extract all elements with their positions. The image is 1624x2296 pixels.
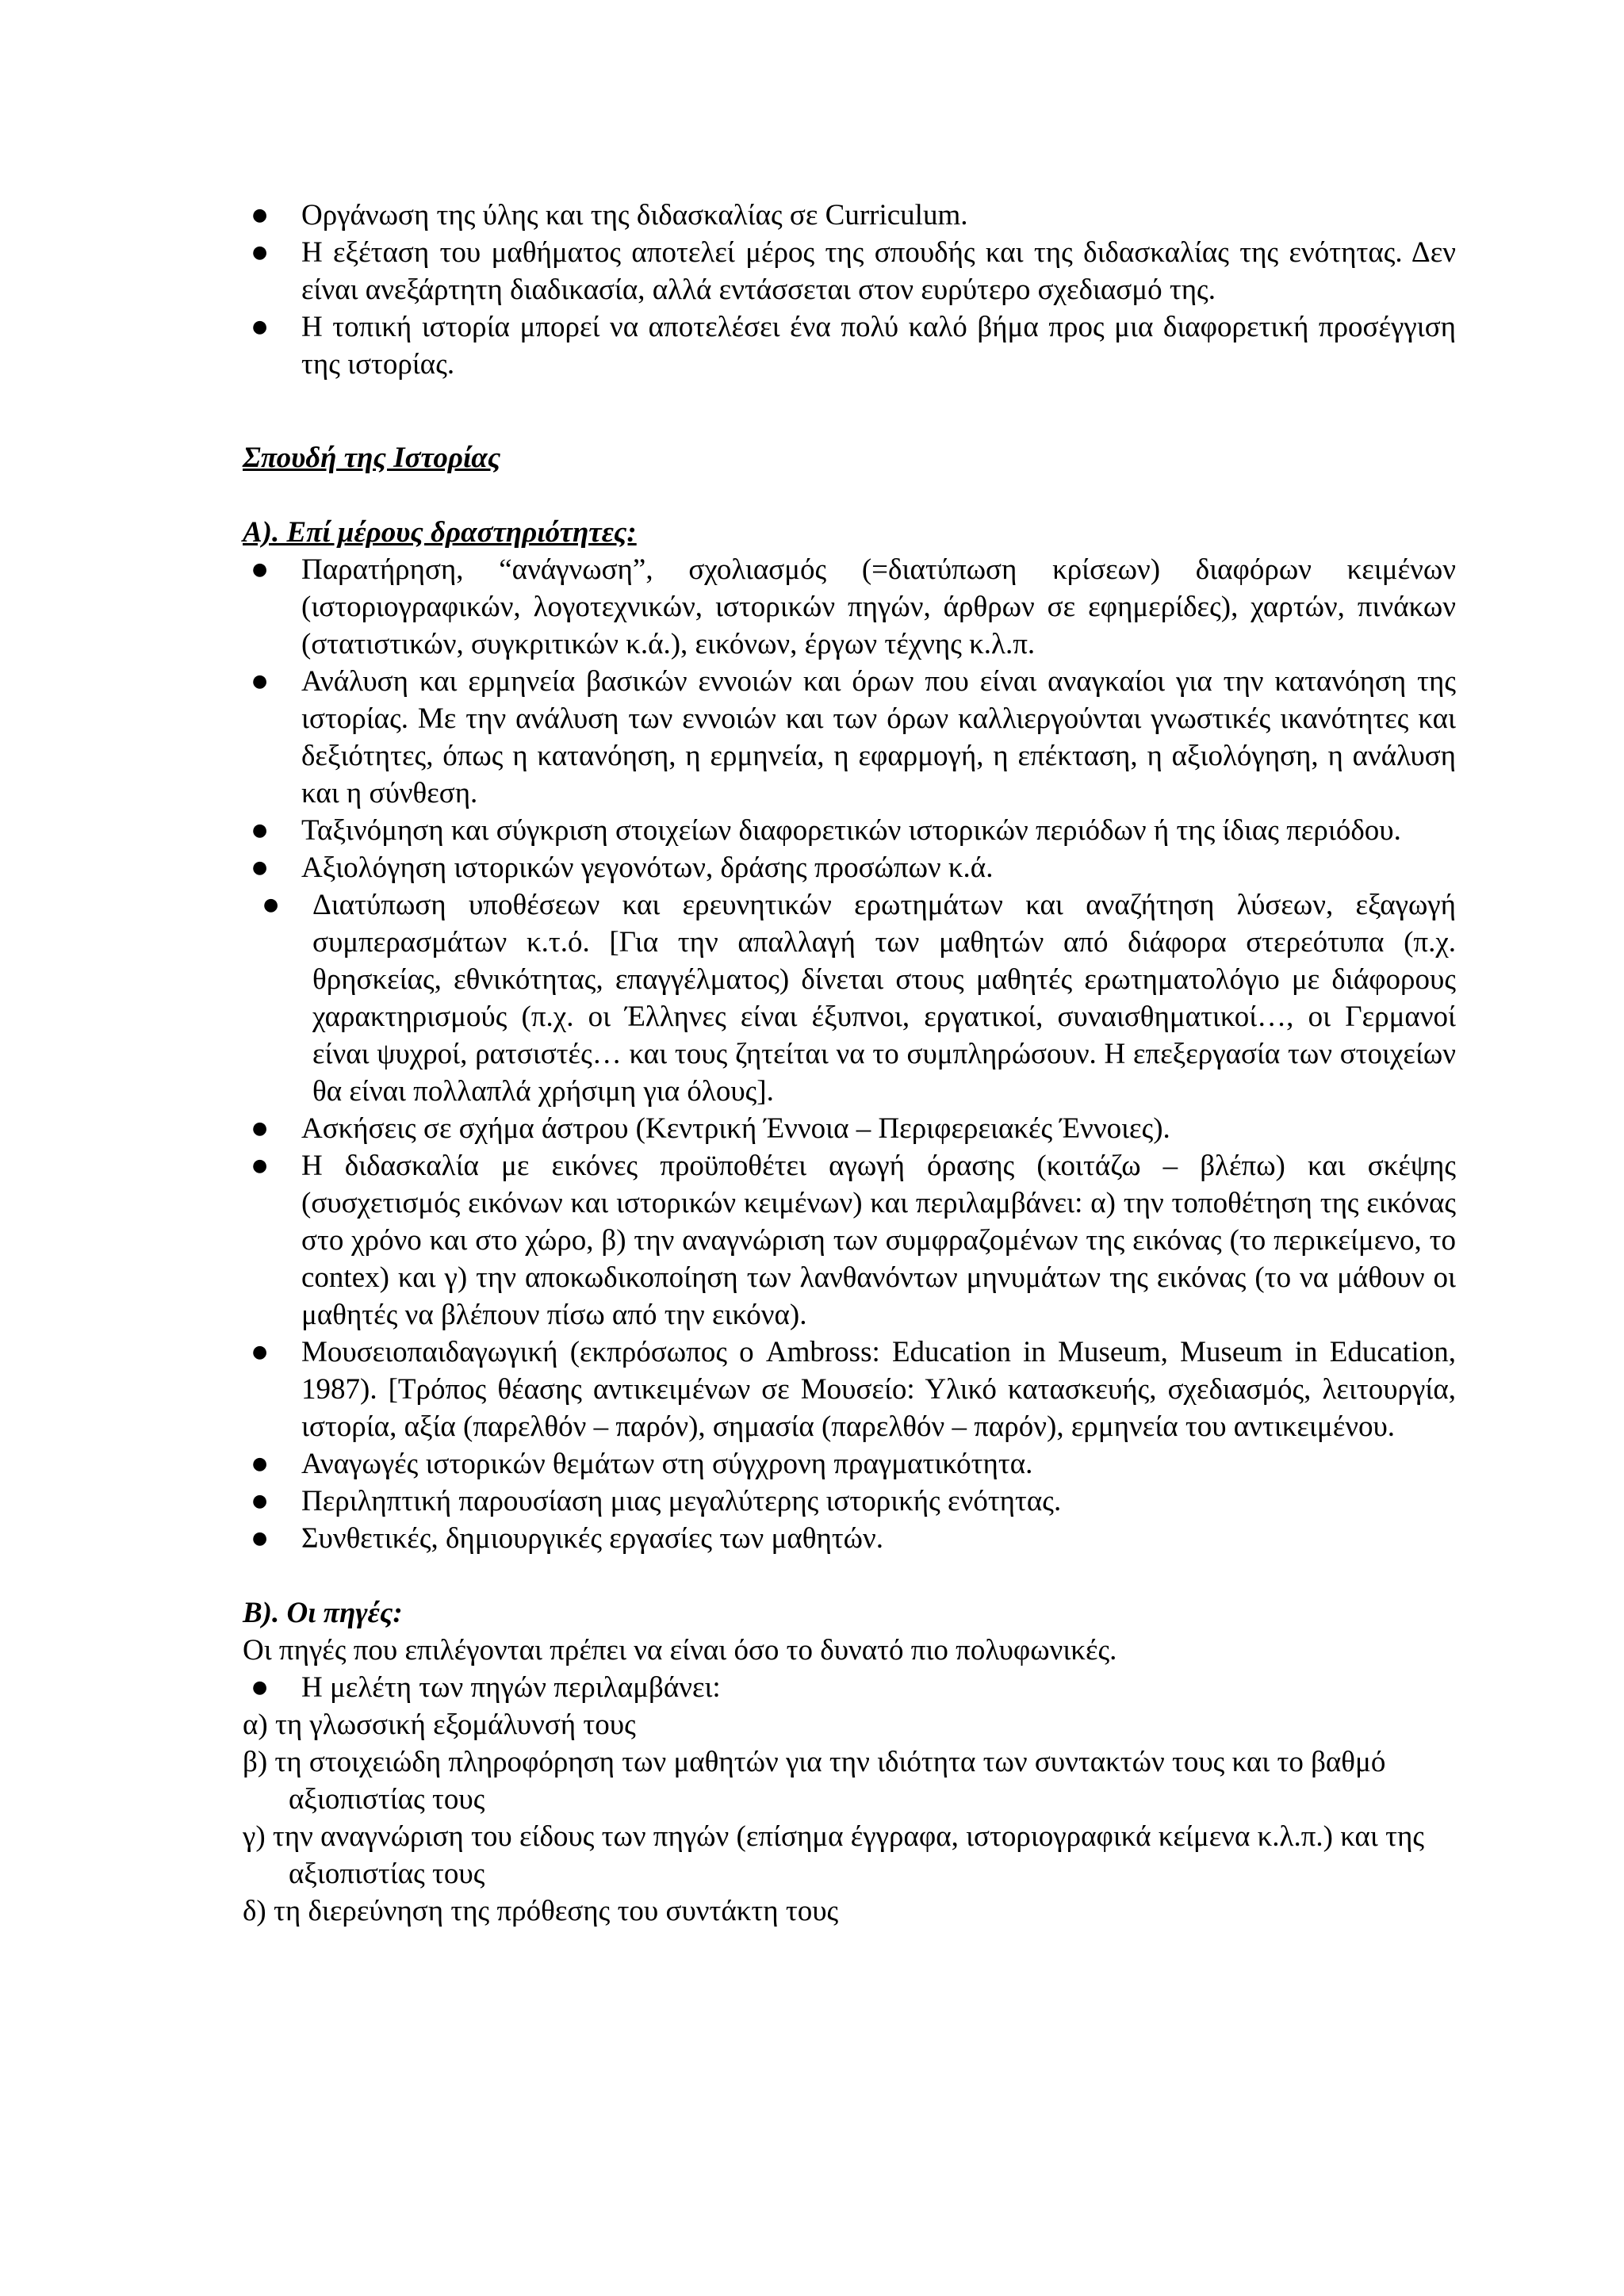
subsection-b-title: Β). Οι πηγές: — [243, 1597, 403, 1629]
subsection-a-title: Α). Επί μέρους δραστηριότητες: — [243, 516, 637, 549]
activities-bullet-list — [243, 551, 1456, 1557]
list-item: ● Περιληπτική παρουσίαση μιας μεγαλύτερης ιστορικής ενότητας. — [243, 1483, 1456, 1520]
list-item: ● Η διδασκαλία με εικόνες προϋποθέτει αγωγή όρασης (κοιτάζω – βλέπω) και σκέψης (συσχετισμός εικόνων και ιστορικών κειμένων) και περιλαμβάνει: α) την τοποθέτηση της εικόνας στο χρόνο και στο χώρο, β) την αναγνώριση των συμφραζομένων της εικόνας (το περικείμενο, το contex) και γ) την αποκωδικοποίηση των λανθανόντων μηνυμάτων της εικόνας (το να μάθουν οι μαθητές να βλέπουν πίσω από την εικόνα). — [243, 1147, 1456, 1334]
list-item: ● Παρατήρηση, “ανάγνωση”, σχολιασμός (=διατύπωση κρίσεων) διαφόρων κειμένων (ιστοριογραφικών, λογοτεχνικών, ιστορικών πηγών, άρθρων σε εφημερίδες), χαρτών, πινάκων (στατιστικών, συγκριτικών κ.ά.), εικόνων, έργων τέχνης κ.λ.π. — [243, 551, 1456, 663]
section-title: Σπουδή της Ιστορίας — [243, 442, 501, 474]
list-item: ● Η τοπική ιστορία μπορεί να αποτελέσει ένα πολύ καλό βήμα προς μια διαφορετική προσέγγιση της ιστορίας. — [243, 308, 1456, 383]
sources-item: α) τη γλωσσική εξομάλυνσή τους — [243, 1709, 636, 1741]
sources-item: β) τη στοιχειώδη πληροφόρηση των μαθητών για την ιδιότητα των συντακτών τους και το βαθμό αξιοπιστίας τους — [243, 1746, 1386, 1816]
spacer — [243, 1557, 1456, 1594]
intro-bullet-list — [243, 197, 1456, 383]
list-item: ● Η μελέτη των πηγών περιλαμβάνει: — [243, 1669, 1456, 1706]
sources-item: δ) τη διερεύνηση της πρόθεσης του συντάκτη τους — [243, 1895, 839, 1927]
spacer — [243, 476, 1456, 514]
list-item: ● Αναγωγές ιστορικών θεμάτων στη σύγχρονη πραγματικότητα. — [243, 1445, 1456, 1483]
list-item: ● Αξιολόγηση ιστορικών γεγονότων, δράσης προσώπων κ.ά. — [243, 849, 1456, 886]
sources-bullet-list — [243, 1669, 1456, 1706]
spacer — [243, 383, 1456, 439]
list-item: ● Ασκήσεις σε σχήμα άστρου (Κεντρική Έννοια – Περιφερειακές Έννοιες). — [243, 1110, 1456, 1147]
sources-item: γ) την αναγνώριση του είδους των πηγών (επίσημα έγγραφα, ιστοριογραφικά κείμενα κ.λ.π.) και της αξιοπιστίας τους — [243, 1820, 1424, 1890]
list-item: ● Ανάλυση και ερμηνεία βασικών εννοιών και όρων που είναι αναγκαίοι για την κατανόηση της ιστορίας. Με την ανάλυση των εννοιών και των όρων καλλιεργούνται γνωστικές ικανότητες και δεξιότητες, όπως η κατανόηση, η ερμηνεία, η εφαρμογή, η επέκταση, η αξιολόγηση, η ανάλυση και η σύνθεση. — [243, 663, 1456, 812]
list-item: ● Ταξινόμηση και σύγκριση στοιχείων διαφορετικών ιστορικών περιόδων ή της ίδιας περιόδου. — [243, 812, 1456, 849]
list-item: ● Μουσειοπαιδαγωγική (εκπρόσωπος ο Ambross: Education in Museum, Museum in Education, 1987). [Τρόπος θέασης αντικειμένων σε Μουσείο: Υλικό κατασκευής, σχεδιασμός, λειτουργία, ιστορία, αξία (παρελθόν – παρόν), σημασία (παρελθόν – παρόν), ερμηνεία του αντικειμένου. — [243, 1334, 1456, 1445]
sources-intro: Οι πηγές που επιλέγονται πρέπει να είναι όσο το δυνατό πιο πολυφωνικές. — [243, 1634, 1117, 1667]
list-item: ● Η εξέταση του μαθήματος αποτελεί μέρος της σπουδής και της διδασκαλίας της ενότητας. Δεν είναι ανεξάρτητη διαδικασία, αλλά εντάσσεται στον ευρύτερο σχεδιασμό της. — [243, 234, 1456, 308]
list-item: ● Οργάνωση της ύλης και της διδασκαλίας σε Curriculum. — [243, 197, 1456, 234]
list-item: ● Διατύπωση υποθέσεων και ερευνητικών ερωτημάτων και αναζήτηση λύσεων, εξαγωγή συμπερασμάτων κ.τ.ό. [Για την απαλλαγή των μαθητών από διάφορα στερεότυπα (π.χ. θρησκείας, εθνικότητας, επαγγέλματος) δίνεται στους μαθητές ερωτηματολόγιο με διάφορους χαρακτηρισμούς (π.χ. οι Έλληνες είναι έξυπνοι, εργατικοί, συναισθηματικοί…, οι Γερμανοί είναι ψυχροί, ρατσιστές… και τους ζητείται να το συμπληρώσουν. Η επεξεργασία των στοιχείων θα είναι πολλαπλά χρήσιμη για όλους]. — [243, 886, 1456, 1110]
list-item: ● Συνθετικές, δημιουργικές εργασίες των μαθητών. — [243, 1520, 1456, 1557]
document-page — [243, 197, 1456, 1930]
